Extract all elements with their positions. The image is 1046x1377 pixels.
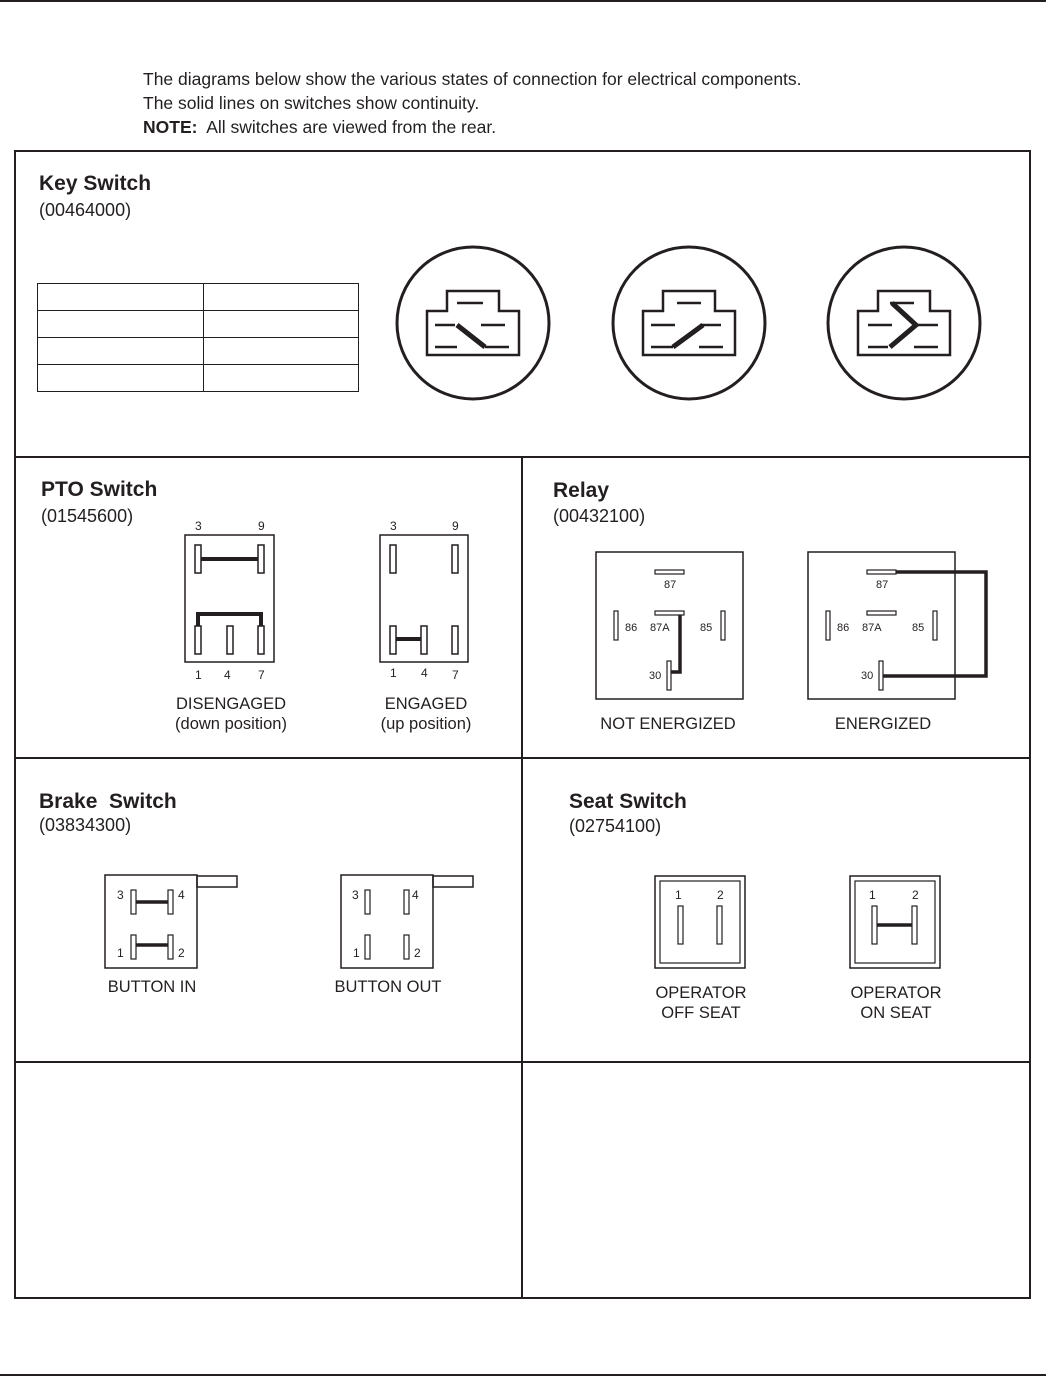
relay-terminal-86: 86 [625,622,638,634]
relay-terminal-30: 30 [649,670,662,682]
brake-terminal-4: 4 [178,888,185,902]
brake-terminal-4: 4 [412,888,419,902]
pto-switch-part-number: (01545600) [41,506,134,526]
seat-switch-on-seat-diagram [849,875,949,975]
table-cell [38,365,204,392]
key-switch-part-number: (00464000) [39,200,132,220]
brake-switch-button-in-diagram [104,874,244,974]
brake-terminal-2: 2 [178,946,185,960]
table-cell [204,338,359,365]
brake-button-out-caption: BUTTON OUT [334,978,442,996]
pto-switch-engaged-diagram [375,515,485,685]
pto-terminal-4: 4 [224,668,231,682]
pto-engaged-label: ENGAGED [384,695,468,713]
pto-terminal-7: 7 [258,668,265,682]
pto-switch-title: PTO Switch [41,478,158,501]
relay-terminal-30: 30 [861,670,874,682]
seat-switch-off-seat-diagram [654,875,754,975]
pto-terminal-1: 1 [390,666,397,680]
table-cell [38,311,204,338]
seat-switch-title: Seat Switch [569,790,687,813]
note-text: All switches are viewed from the rear. [206,117,497,137]
key-switch-table [37,283,359,392]
brake-button-in-caption: BUTTON IN [107,978,197,996]
relay-not-energized-diagram [594,550,754,710]
seat-off-seat-line-1: OPERATOR [655,984,747,1002]
brake-terminal-1: 1 [117,946,124,960]
brake-switch-title: Brake Switch [39,790,177,813]
key-switch-diagram-3 [826,245,986,405]
relay-terminal-87: 87 [876,579,889,591]
pto-engaged-position: (up position) [380,715,472,733]
pto-disengaged-position: (down position) [175,715,287,733]
key-switch-title: Key Switch [39,172,152,195]
pto-terminal-3: 3 [390,519,397,533]
key-switch-diagram-2 [611,245,771,405]
top-rule [0,0,1046,2]
relay-terminal-87a: 87A [650,622,670,634]
pto-switch-disengaged-diagram [180,515,290,685]
table-row [38,338,359,365]
bottom-rule [0,1374,1046,1376]
brake-terminal-1: 1 [353,946,360,960]
table-row [38,311,359,338]
table-cell [204,311,359,338]
intro-text [143,67,802,139]
intro-note [143,115,802,139]
intro-line-1: The diagrams below show the various states of connection for electrical components. [143,69,802,89]
table-cell [204,284,359,311]
pto-terminal-9: 9 [258,519,265,533]
seat-terminal-2: 2 [717,888,724,902]
seat-off-seat-caption [631,983,771,1023]
seat-off-seat-line-2: OFF SEAT [661,1004,741,1022]
divider-column [521,456,523,1299]
relay-energized-diagram [806,550,1006,710]
pto-disengaged-caption [161,694,301,734]
relay-title: Relay [553,479,610,502]
seat-on-seat-caption [826,983,966,1023]
pto-terminal-9: 9 [452,519,459,533]
brake-switch-button-out-diagram [340,874,480,974]
relay-terminal-85: 85 [912,622,925,634]
brake-terminal-3: 3 [352,888,359,902]
key-switch-diagram-1 [395,245,555,405]
table-row [38,284,359,311]
note-label: NOTE: [143,117,198,137]
relay-terminal-85: 85 [700,622,713,634]
brake-terminal-3: 3 [117,888,124,902]
pto-terminal-7: 7 [452,668,459,682]
table-cell [38,338,204,365]
relay-energized-caption: ENERGIZED [834,715,932,733]
brake-terminal-2: 2 [414,946,421,960]
pto-terminal-4: 4 [421,666,428,680]
seat-terminal-1: 1 [675,888,682,902]
seat-on-seat-line-2: ON SEAT [860,1004,932,1022]
table-cell [204,365,359,392]
relay-terminal-86: 86 [837,622,850,634]
pto-disengaged-label: DISENGAGED [175,695,287,713]
brake-switch-part-number: (03834300) [39,815,132,835]
intro-line-2: The solid lines on switches show continuity. [143,93,480,113]
seat-switch-part-number: (02754100) [569,816,662,836]
relay-not-energized-caption: NOT ENERGIZED [600,715,736,733]
table-row [38,365,359,392]
pto-terminal-1: 1 [195,668,202,682]
seat-on-seat-line-1: OPERATOR [850,984,942,1002]
relay-terminal-87: 87 [664,579,677,591]
relay-part-number: (00432100) [553,506,646,526]
pto-engaged-caption [356,694,496,734]
pto-terminal-3: 3 [195,519,202,533]
seat-terminal-1: 1 [869,888,876,902]
seat-terminal-2: 2 [912,888,919,902]
relay-terminal-87a: 87A [862,622,882,634]
table-cell [38,284,204,311]
